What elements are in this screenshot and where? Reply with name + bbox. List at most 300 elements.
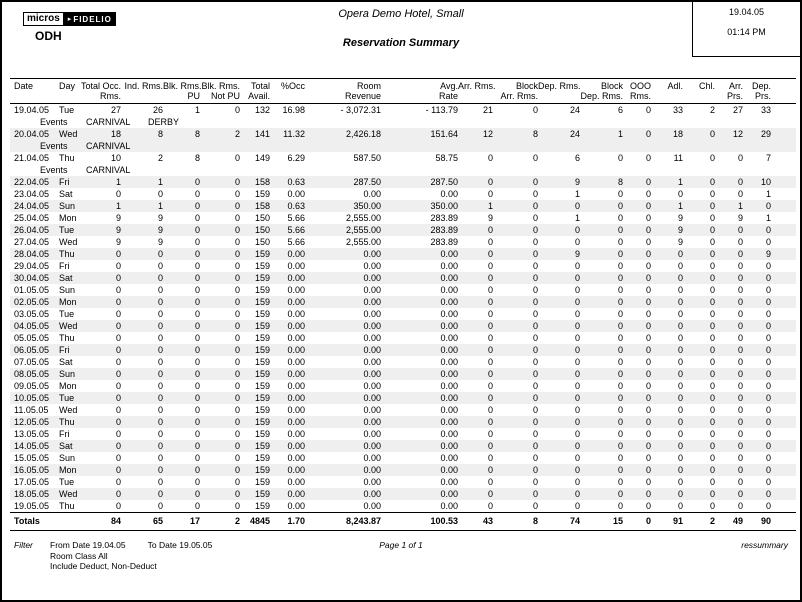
cell-blk-rms-not-pu: 0 xyxy=(234,429,240,439)
cell-total-occ-rms: 0 xyxy=(115,273,121,283)
cell-day: Fri xyxy=(59,429,70,439)
cell-blk-rms-pu: 8 xyxy=(194,129,200,139)
cell-ind-rms: 0 xyxy=(157,405,163,415)
col-header-avg-rate: Avg. Rate xyxy=(438,81,458,101)
cell-total-occ-rms: 0 xyxy=(115,405,121,415)
cell-room-revenue: 0.00 xyxy=(363,273,381,283)
cell-filler xyxy=(771,500,796,513)
events-row xyxy=(10,164,796,176)
cell-block-arr-rms: 8 xyxy=(532,129,538,139)
cell-total-avail: 159 xyxy=(254,477,270,487)
cell-dep-rms: 0 xyxy=(574,405,580,415)
cell-dep-prs: 1 xyxy=(765,213,771,223)
cell-date: 11.05.05 xyxy=(14,405,49,415)
cell-ooo-rms: 0 xyxy=(645,201,651,211)
cell-date: 30.04.05 xyxy=(14,273,50,283)
cell-ind-rms: 9 xyxy=(157,213,163,223)
cell-adl: 1 xyxy=(677,201,683,211)
cell-ooo-rms: 0 xyxy=(645,213,651,223)
cell-total-avail: 158 xyxy=(254,201,270,211)
cell-ooo-rms: 0 xyxy=(645,501,651,511)
cell-date: 20.04.05 xyxy=(14,129,50,139)
cell-chl: 2 xyxy=(709,105,715,115)
cell-pct-occ: 6.29 xyxy=(287,153,305,163)
cell-blk-rms-pu: 1 xyxy=(194,105,200,115)
cell-adl: 0 xyxy=(677,501,683,511)
cell-dep-prs: 1 xyxy=(765,189,771,199)
header-center xyxy=(2,8,800,49)
cell-ooo-rms: 0 xyxy=(645,465,651,475)
cell-adl: 0 xyxy=(677,405,683,415)
cell-blk-rms-pu: 0 xyxy=(194,405,200,415)
cell-chl: 0 xyxy=(709,417,715,427)
cell-blk-rms-not-pu: 0 xyxy=(234,357,240,367)
cell-pct-occ: 0.00 xyxy=(287,429,305,439)
cell-arr-rms: 0 xyxy=(487,333,493,343)
cell-chl: 0 xyxy=(709,429,715,439)
cell-blk-rms-not-pu: 0 xyxy=(234,321,240,331)
cell-ind-rms: 0 xyxy=(157,381,163,391)
cell-adl: 0 xyxy=(677,321,683,331)
cell-blk-rms-not-pu: 0 xyxy=(234,405,240,415)
cell-date: 28.04.05 xyxy=(14,249,50,259)
cell-adl: 33 xyxy=(672,105,683,115)
cell-block-dep-rms: 0 xyxy=(617,237,623,247)
totals-row xyxy=(10,513,796,531)
cell-block-dep-rms: 0 xyxy=(617,489,623,499)
cell-ooo-rms: 0 xyxy=(645,441,651,451)
cell-block-arr-rms: 0 xyxy=(532,297,538,307)
cell-arr-rms: 0 xyxy=(487,153,493,163)
total-dep-rms: 74 xyxy=(569,516,580,526)
cell-room-revenue: 0.00 xyxy=(363,381,381,391)
cell-block-dep-rms: 0 xyxy=(617,309,623,319)
cell-blk-rms-pu: 0 xyxy=(194,381,200,391)
cell-room-revenue: 0.00 xyxy=(363,465,381,475)
cell-avg-rate: 0.00 xyxy=(440,441,458,451)
cell-dep-rms: 0 xyxy=(574,225,580,235)
cell-blk-rms-not-pu: 0 xyxy=(234,453,240,463)
cell-ooo-rms: 0 xyxy=(645,237,651,247)
cell-arr-prs: 0 xyxy=(737,441,743,451)
cell-ind-rms: 9 xyxy=(157,225,163,235)
cell-room-revenue: 2,555.00 xyxy=(345,225,381,235)
cell-arr-prs: 0 xyxy=(737,261,743,271)
cell-arr-prs: 27 xyxy=(732,105,743,115)
cell-date: 23.04.05 xyxy=(14,189,50,199)
cell-blk-rms-pu: 0 xyxy=(194,309,200,319)
cell-block-dep-rms: 0 xyxy=(617,369,623,379)
cell-block-arr-rms: 0 xyxy=(532,105,538,115)
cell-arr-rms: 0 xyxy=(487,489,493,499)
cell-adl: 0 xyxy=(677,369,683,379)
cell-ooo-rms: 0 xyxy=(645,381,651,391)
day-row xyxy=(10,332,796,344)
cell-blk-rms-not-pu: 0 xyxy=(234,273,240,283)
cell-pct-occ: 5.66 xyxy=(287,213,305,223)
cell-dep-rms: 0 xyxy=(574,441,580,451)
cell-filler xyxy=(771,356,796,368)
cell-filler xyxy=(771,464,796,476)
cell-ind-rms: 0 xyxy=(157,321,163,331)
cell-dep-rms: 1 xyxy=(574,213,580,223)
col-header-pct-occ: %Occ xyxy=(280,81,305,91)
cell-adl: 0 xyxy=(677,441,683,451)
cell-total-occ-rms: 0 xyxy=(115,453,121,463)
cell-dep-prs: 0 xyxy=(765,429,771,439)
cell-pct-occ: 0.00 xyxy=(287,489,305,499)
cell-blk-rms-pu: 0 xyxy=(194,273,200,283)
cell-adl: 0 xyxy=(677,309,683,319)
cell-pct-occ: 0.00 xyxy=(287,357,305,367)
cell-block-arr-rms: 0 xyxy=(532,357,538,367)
cell-day: Mon xyxy=(59,381,77,391)
cell-chl: 0 xyxy=(709,213,715,223)
cell-day: Wed xyxy=(59,237,78,247)
cell-day: Tue xyxy=(59,477,75,487)
day-row xyxy=(10,440,796,452)
cell-filler xyxy=(771,200,796,212)
cell-pct-occ: 0.00 xyxy=(287,189,305,199)
cell-total-occ-rms: 0 xyxy=(115,309,121,319)
cell-total-occ-rms: 1 xyxy=(115,201,121,211)
cell-room-revenue: 287.50 xyxy=(353,177,381,187)
cell-adl: 0 xyxy=(677,189,683,199)
cell-pct-occ: 0.00 xyxy=(287,261,305,271)
cell-dep-prs: 0 xyxy=(765,285,771,295)
cell-chl: 0 xyxy=(709,249,715,259)
cell-room-revenue: 2,555.00 xyxy=(345,213,381,223)
cell-arr-prs: 0 xyxy=(737,477,743,487)
cell-dep-prs: 0 xyxy=(765,357,771,367)
cell-dep-prs: 0 xyxy=(765,321,771,331)
report-date: 19.04.05 xyxy=(728,7,765,17)
cell-arr-prs: 0 xyxy=(737,177,743,187)
cell-blk-rms-not-pu: 0 xyxy=(234,105,240,115)
cell-dep-rms: 0 xyxy=(574,333,580,343)
cell-room-revenue: 0.00 xyxy=(363,429,381,439)
cell-arr-rms: 0 xyxy=(487,249,493,259)
cell-dep-rms: 9 xyxy=(574,249,580,259)
datetime-box xyxy=(692,2,800,57)
cell-pct-occ: 0.00 xyxy=(287,333,305,343)
cell-date: 10.05.05 xyxy=(14,393,50,403)
cell-ind-rms: 0 xyxy=(157,393,163,403)
cell-arr-rms: 21 xyxy=(482,105,493,115)
cell-adl: 0 xyxy=(677,393,683,403)
cell-blk-rms-pu: 0 xyxy=(194,213,200,223)
cell-ooo-rms: 0 xyxy=(645,489,651,499)
cell-blk-rms-pu: 0 xyxy=(194,501,200,511)
cell-total-occ-rms: 0 xyxy=(115,369,121,379)
total-blk-rms-not-pu: 2 xyxy=(234,516,240,526)
cell-block-dep-rms: 0 xyxy=(617,273,623,283)
cell-blk-rms-not-pu: 2 xyxy=(234,129,240,139)
cell-avg-rate: 0.00 xyxy=(440,417,458,427)
cell-blk-rms-not-pu: 0 xyxy=(234,225,240,235)
cell-ind-rms: 0 xyxy=(157,441,163,451)
cell-arr-prs: 0 xyxy=(737,393,743,403)
cell-adl: 0 xyxy=(677,261,683,271)
cell-chl: 0 xyxy=(709,273,715,283)
day-row xyxy=(10,200,796,212)
cell-total-avail: 159 xyxy=(254,297,270,307)
cell-avg-rate: 0.00 xyxy=(440,357,458,367)
cell-adl: 1 xyxy=(677,177,683,187)
cell-arr-prs: 0 xyxy=(737,321,743,331)
cell-block-dep-rms: 0 xyxy=(617,285,623,295)
cell-filler xyxy=(771,284,796,296)
cell-ind-rms: 0 xyxy=(157,429,163,439)
cell-arr-prs: 0 xyxy=(737,381,743,391)
cell-block-arr-rms: 0 xyxy=(532,441,538,451)
cell-dep-rms: 0 xyxy=(574,285,580,295)
page-number: Page 1 of 1 xyxy=(379,540,423,550)
cell-dep-rms: 0 xyxy=(574,297,580,307)
cell-dep-prs: 0 xyxy=(765,477,771,487)
cell-date: 01.05.05 xyxy=(14,285,50,295)
cell-pct-occ: 5.66 xyxy=(287,237,305,247)
cell-blk-rms-not-pu: 0 xyxy=(234,417,240,427)
cell-dep-prs: 0 xyxy=(765,297,771,307)
cell-ind-rms: 0 xyxy=(157,189,163,199)
cell-block-dep-rms: 0 xyxy=(617,201,623,211)
totals-label: Totals xyxy=(14,516,40,526)
cell-avg-rate: 58.75 xyxy=(435,153,458,163)
cell-pct-occ: 0.00 xyxy=(287,249,305,259)
cell-date: 25.04.05 xyxy=(14,213,50,223)
logo-arrow-icon: ▸ xyxy=(67,16,73,23)
cell-adl: 0 xyxy=(677,249,683,259)
cell-arr-rms: 0 xyxy=(487,273,493,283)
cell-blk-rms-pu: 0 xyxy=(194,357,200,367)
cell-ooo-rms: 0 xyxy=(645,321,651,331)
cell-dep-rms: 0 xyxy=(574,309,580,319)
cell-ooo-rms: 0 xyxy=(645,261,651,271)
cell-date: 19.04.05 xyxy=(14,105,50,115)
day-row xyxy=(10,224,796,236)
day-row xyxy=(10,380,796,392)
cell-ind-rms: 0 xyxy=(157,249,163,259)
cell-ind-rms: 0 xyxy=(157,273,163,283)
cell-dep-prs: 33 xyxy=(760,105,771,115)
cell-chl: 0 xyxy=(709,201,715,211)
cell-ooo-rms: 0 xyxy=(645,105,651,115)
cell-dep-rms: 0 xyxy=(574,453,580,463)
events-row xyxy=(10,116,796,128)
cell-total-occ-rms: 18 xyxy=(110,129,121,139)
cell-block-dep-rms: 0 xyxy=(617,213,623,223)
total-arr-rms: 43 xyxy=(482,516,493,526)
cell-avg-rate: 0.00 xyxy=(440,189,458,199)
cell-room-revenue: 0.00 xyxy=(363,261,381,271)
cell-block-dep-rms: 8 xyxy=(617,177,623,187)
cell-total-avail: 159 xyxy=(254,465,270,475)
cell-avg-rate: 283.89 xyxy=(430,213,458,223)
cell-block-dep-rms: 0 xyxy=(617,405,623,415)
cell-arr-rms: 0 xyxy=(487,225,493,235)
cell-adl: 11 xyxy=(673,153,683,163)
cell-avg-rate: 151.64 xyxy=(430,129,458,139)
day-row xyxy=(10,104,796,117)
cell-total-occ-rms: 0 xyxy=(115,465,121,475)
cell-filler xyxy=(771,392,796,404)
cell-total-avail: 159 xyxy=(254,441,270,451)
cell-blk-rms-not-pu: 0 xyxy=(234,477,240,487)
cell-pct-occ: 0.00 xyxy=(287,405,305,415)
cell-total-occ-rms: 0 xyxy=(115,249,121,259)
cell-date: 18.05.05 xyxy=(14,489,50,499)
cell-dep-rms: 24 xyxy=(569,129,580,139)
cell-arr-rms: 0 xyxy=(487,297,493,307)
cell-dep-prs: 10 xyxy=(760,177,771,187)
cell-block-arr-rms: 0 xyxy=(532,477,538,487)
cell-day: Tue xyxy=(59,393,75,403)
cell-room-revenue: 0.00 xyxy=(363,189,381,199)
cell-block-dep-rms: 0 xyxy=(617,429,623,439)
cell-avg-rate: 0.00 xyxy=(440,309,458,319)
cell-date: 06.05.05 xyxy=(14,345,50,355)
cell-blk-rms-not-pu: 0 xyxy=(234,189,240,199)
cell-adl: 0 xyxy=(677,285,683,295)
cell-chl: 0 xyxy=(709,297,715,307)
cell-day: Wed xyxy=(59,489,78,499)
cell-block-arr-rms: 0 xyxy=(532,249,538,259)
cell-total-avail: 150 xyxy=(254,225,270,235)
cell-block-dep-rms: 1 xyxy=(617,129,623,139)
cell-ooo-rms: 0 xyxy=(645,477,651,487)
cell-block-dep-rms: 0 xyxy=(617,249,623,259)
cell-ind-rms: 0 xyxy=(157,333,163,343)
cell-total-occ-rms: 9 xyxy=(115,213,121,223)
cell-avg-rate: 0.00 xyxy=(440,345,458,355)
cell-block-dep-rms: 0 xyxy=(617,261,623,271)
cell-blk-rms-pu: 0 xyxy=(194,189,200,199)
day-row xyxy=(10,176,796,188)
cell-dep-rms: 0 xyxy=(574,357,580,367)
cell-room-revenue: 0.00 xyxy=(363,393,381,403)
cell-pct-occ: 11.32 xyxy=(283,129,305,139)
cell-pct-occ: 0.00 xyxy=(287,345,305,355)
cell-total-avail: 159 xyxy=(254,345,270,355)
total-ind-rms: 65 xyxy=(152,516,163,526)
micros-logo-text: micros xyxy=(23,12,64,26)
cell-block-dep-rms: 0 xyxy=(617,453,623,463)
cell-arr-prs: 0 xyxy=(737,153,743,163)
cell-room-revenue: 0.00 xyxy=(363,405,381,415)
cell-avg-rate: 0.00 xyxy=(440,489,458,499)
cell-day: Tue xyxy=(59,225,75,235)
cell-chl: 0 xyxy=(709,225,715,235)
cell-ooo-rms: 0 xyxy=(645,177,651,187)
cell-block-dep-rms: 0 xyxy=(617,189,623,199)
col-header-total-avail: Total Avail. xyxy=(248,81,270,101)
cell-ind-rms: 1 xyxy=(157,201,163,211)
cell-dep-rms: 0 xyxy=(574,429,580,439)
cell-avg-rate: 0.00 xyxy=(440,321,458,331)
cell-arr-rms: 0 xyxy=(487,381,493,391)
day-row xyxy=(10,428,796,440)
cell-blk-rms-not-pu: 0 xyxy=(234,345,240,355)
cell-adl: 0 xyxy=(677,477,683,487)
cell-chl: 0 xyxy=(709,381,715,391)
day-row xyxy=(10,392,796,404)
cell-avg-rate: 0.00 xyxy=(440,381,458,391)
col-header-date: Date xyxy=(14,81,34,91)
col-header-block-dep-rms: Block Dep. Rms. xyxy=(580,81,623,101)
cell-total-avail: 159 xyxy=(254,273,270,283)
cell-pct-occ: 16.98 xyxy=(282,105,305,115)
cell-date: 09.05.05 xyxy=(14,381,50,391)
cell-blk-rms-pu: 0 xyxy=(194,261,200,271)
cell-ooo-rms: 0 xyxy=(645,357,651,367)
cell-adl: 0 xyxy=(677,345,683,355)
cell-block-dep-rms: 0 xyxy=(617,477,623,487)
cell-ooo-rms: 0 xyxy=(645,453,651,463)
event-name: CARNIVAL xyxy=(86,141,131,151)
cell-total-occ-rms: 0 xyxy=(115,357,121,367)
cell-dep-prs: 7 xyxy=(765,153,771,163)
cell-block-arr-rms: 0 xyxy=(532,177,538,187)
cell-total-avail: 158 xyxy=(254,177,270,187)
cell-date: 08.05.05 xyxy=(14,369,50,379)
cell-dep-prs: 0 xyxy=(765,501,771,511)
cell-day: Sun xyxy=(59,369,76,379)
cell-total-occ-rms: 1 xyxy=(115,177,121,187)
cell-arr-rms: 9 xyxy=(487,213,493,223)
cell-filler xyxy=(771,188,796,200)
cell-room-revenue: 0.00 xyxy=(363,453,381,463)
col-header-chl: Chl. xyxy=(698,81,715,91)
cell-total-avail: 159 xyxy=(254,489,270,499)
cell-total-avail: 132 xyxy=(254,105,270,115)
cell-date: 02.05.05 xyxy=(14,297,50,307)
cell-blk-rms-pu: 0 xyxy=(194,345,200,355)
cell-total-avail: 159 xyxy=(254,321,270,331)
cell-chl: 0 xyxy=(709,441,715,451)
cell-filler xyxy=(771,224,796,236)
cell-ind-rms: 0 xyxy=(157,297,163,307)
cell-dep-rms: 1 xyxy=(574,189,580,199)
cell-filler xyxy=(771,416,796,428)
cell-filler xyxy=(771,260,796,272)
cell-blk-rms-not-pu: 0 xyxy=(234,369,240,379)
cell-total-avail: 150 xyxy=(254,213,270,223)
cell-arr-prs: 0 xyxy=(737,345,743,355)
cell-arr-prs: 0 xyxy=(737,417,743,427)
cell-room-revenue: 0.00 xyxy=(363,477,381,487)
cell-day: Thu xyxy=(59,153,75,163)
cell-ind-rms: 1 xyxy=(157,177,163,187)
cell-filler xyxy=(771,320,796,332)
events-values xyxy=(79,164,796,176)
col-header-blk-rms-not-pu: Blk. Rms. Not PU xyxy=(201,81,240,101)
cell-arr-prs: 0 xyxy=(737,273,743,283)
cell-ind-rms: 8 xyxy=(157,129,163,139)
cell-ooo-rms: 0 xyxy=(645,393,651,403)
cell-adl: 0 xyxy=(677,429,683,439)
cell-date: 19.05.05 xyxy=(14,501,50,511)
cell-block-dep-rms: 0 xyxy=(617,381,623,391)
cell-dep-rms: 0 xyxy=(574,369,580,379)
cell-pct-occ: 0.00 xyxy=(287,309,305,319)
cell-avg-rate: 0.00 xyxy=(440,297,458,307)
cell-block-dep-rms: 0 xyxy=(617,357,623,367)
cell-arr-rms: 0 xyxy=(487,501,493,511)
cell-block-dep-rms: 6 xyxy=(617,105,623,115)
cell-dep-prs: 0 xyxy=(765,237,771,247)
cell-blk-rms-not-pu: 0 xyxy=(234,177,240,187)
